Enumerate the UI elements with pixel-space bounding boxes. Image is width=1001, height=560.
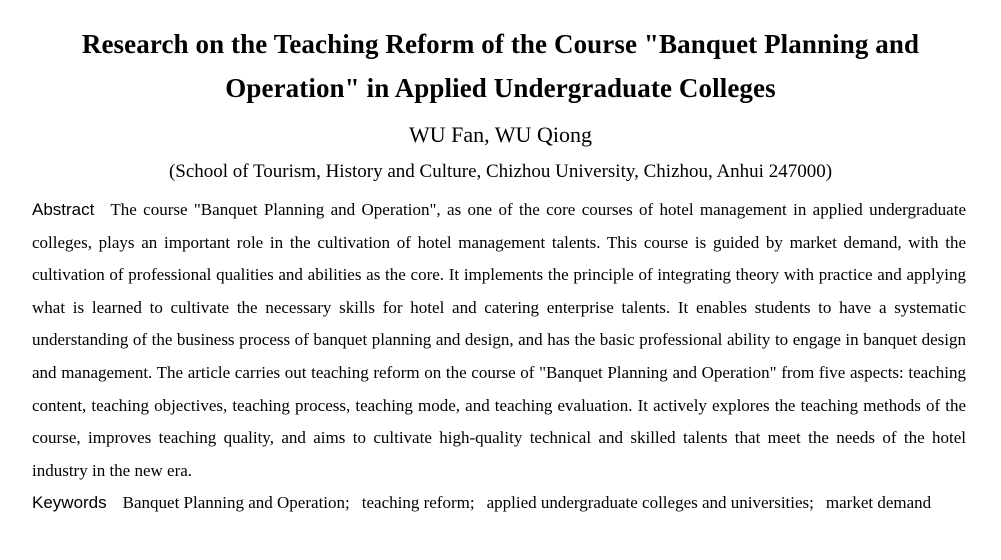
paper-affiliation: (School of Tourism, History and Culture, Chizhou University, Chizhou, Anhui 247000) — [168, 161, 833, 182]
keywords-label: Keywords — [32, 493, 107, 512]
paper-title: Research on the Teaching Reform of the Course "Banquet Planning and Operation" in Applied Undergraduate Colleges — [81, 29, 920, 103]
abstract-text: The course "Banquet Planning and Operation", as one of the core courses of hotel management in applied undergraduate colleges, plays an important role in the cultivation of hotel management talents. This course is guided by market demand, with the cultivation of professional qualities and abilities as the core. It implements the principle of integrating theory with practice and applying what is learned to cultivate the necessary skills for hotel and catering enterprise talents. It enables students to have a systematic understanding of the business process of banquet planning and design, and has the basic professional ability to engage in banquet design and management. The article carries out teaching reform on the course of "Banquet Planning and Operation" from five aspects: teaching content, teaching objectives, teaching process, teaching mode, and teaching evaluation. It actively explores the teaching methods of the course, improves teaching quality, and aims to cultivate high-quality technical and skilled talents that meet the needs of the hotel industry in the new era. — [32, 200, 966, 480]
keyword-separator: ; — [345, 493, 350, 512]
abstract-section — [32, 194, 966, 487]
keyword-separator: ; — [469, 493, 475, 512]
keyword-separator: ; — [809, 493, 814, 512]
keyword-item: teaching reform — [361, 493, 470, 512]
keywords-section — [32, 487, 966, 519]
paper-authors: WU Fan, WU Qiong — [409, 122, 592, 147]
keyword-item: applied undergraduate colleges and universities — [486, 493, 810, 512]
abstract-label: Abstract — [32, 200, 95, 219]
keyword-item: Banquet Planning and Operation — [122, 493, 346, 512]
keyword-item: market demand — [825, 493, 932, 512]
